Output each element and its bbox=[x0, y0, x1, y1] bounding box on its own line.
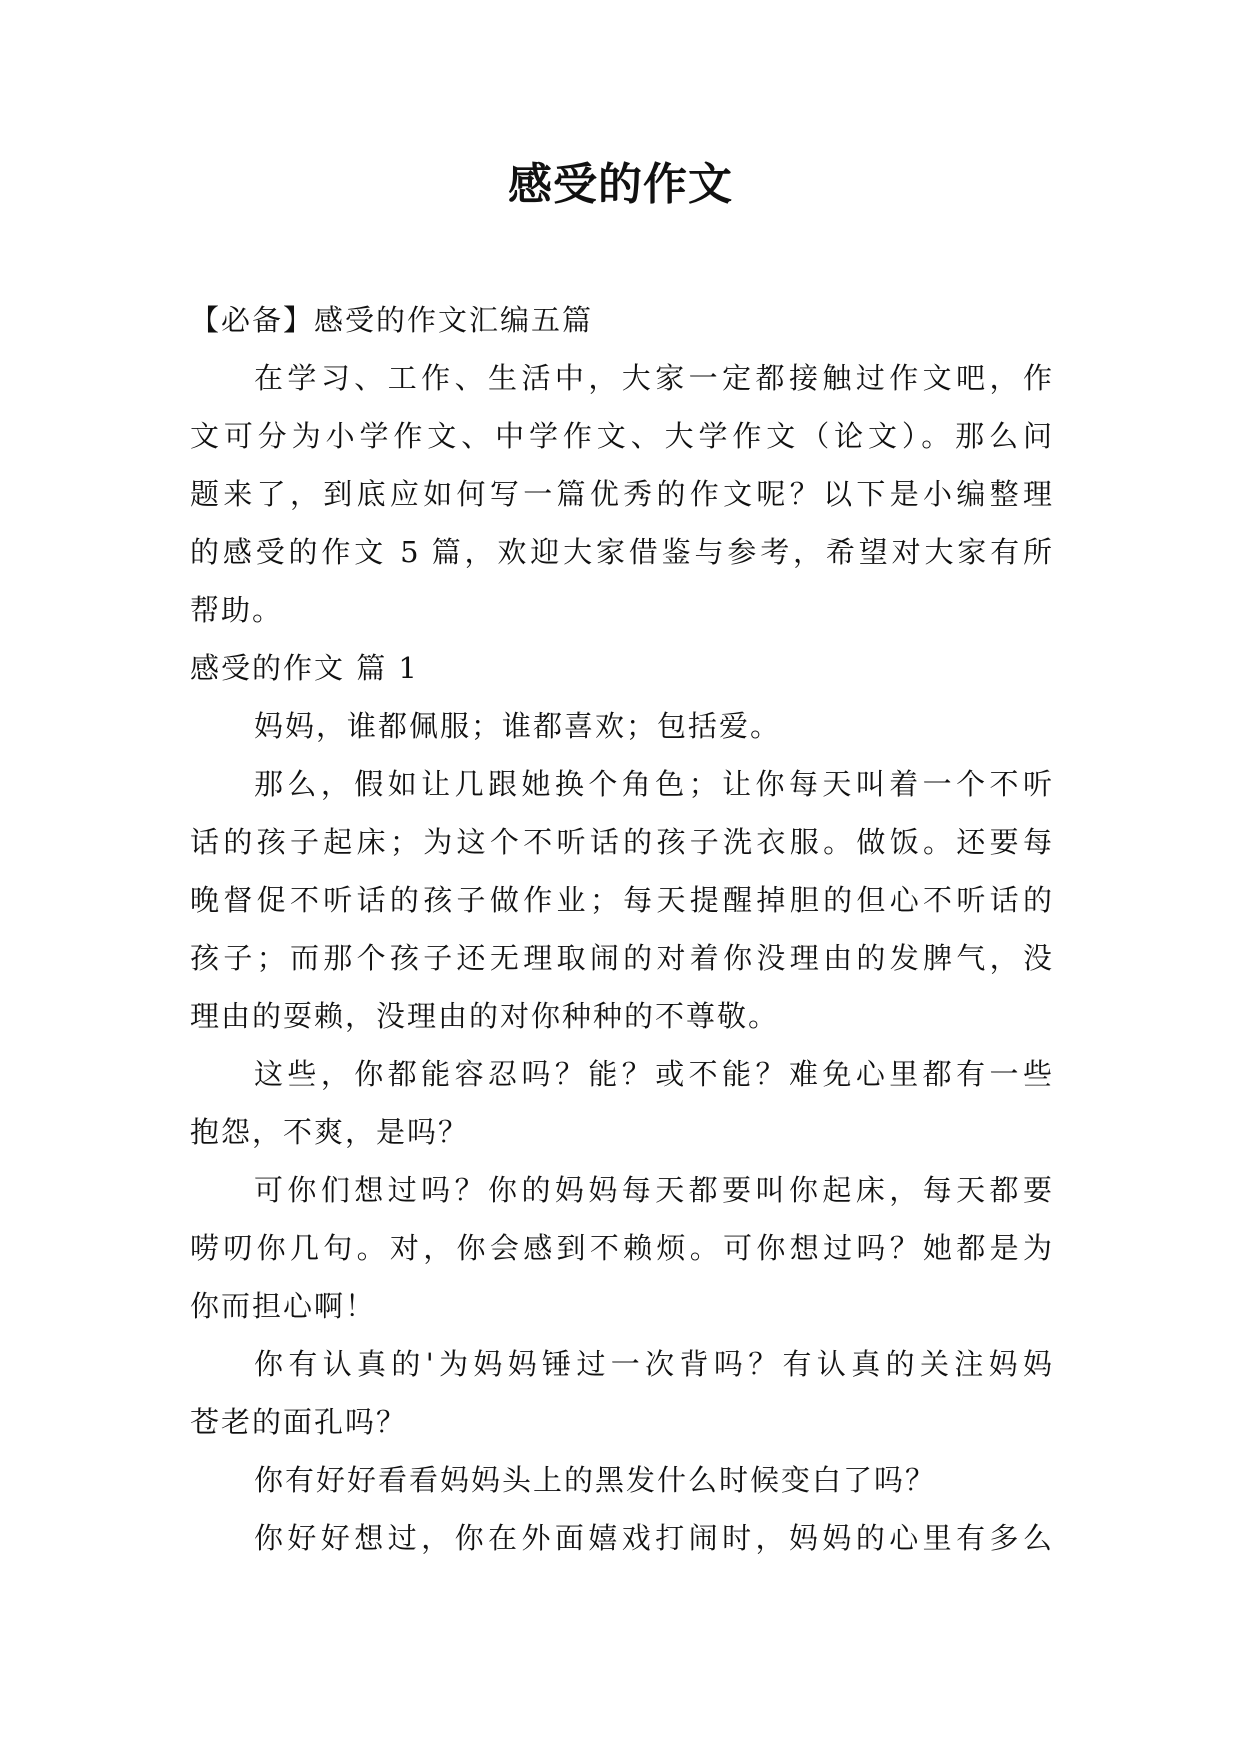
text-line: 【必备】感受的作文汇编五篇 bbox=[190, 303, 594, 337]
text-line: 那么，假如让几跟她换个角色；让你每天叫着一个不听 bbox=[254, 767, 1052, 801]
text-line: 在学习、工作、生活中，大家一定都接触过作文吧，作 bbox=[254, 361, 1052, 395]
text-line: 妈妈，谁都佩服；谁都喜欢；包括爱。 bbox=[254, 709, 782, 743]
text-line: 你有好好看看妈妈头上的黑发什么时候变白了吗？ bbox=[254, 1463, 937, 1497]
text-line: 感受的作文 篇 1 bbox=[190, 651, 419, 685]
text-line: 这些，你都能容忍吗？能？或不能？难免心里都有一些 bbox=[254, 1057, 1052, 1091]
text-line: 你有认真的'为妈妈锤过一次背吗？有认真的关注妈妈 bbox=[254, 1347, 1052, 1381]
text-line: 你好好想过，你在外面嬉戏打闹时，妈妈的心里有多么 bbox=[254, 1521, 1052, 1555]
text-line: 晚督促不听话的孩子做作业；每天提醒掉胆的但心不听话的 bbox=[190, 883, 1052, 917]
text-line: 文可分为小学作文、中学作文、大学作文（论文）。那么问 bbox=[190, 419, 1052, 453]
text-line: 苍老的面孔吗？ bbox=[190, 1405, 408, 1439]
text-line: 话的孩子起床；为这个不听话的孩子洗衣服。做饭。还要每 bbox=[190, 825, 1052, 859]
document-title: 感受的作文 bbox=[508, 159, 733, 210]
text-line: 题来了，到底应如何写一篇优秀的作文呢？以下是小编整理 bbox=[190, 477, 1052, 511]
text-line: 孩子；而那个孩子还无理取闹的对着你没理由的发脾气，没 bbox=[190, 941, 1052, 975]
text-line: 帮助。 bbox=[190, 593, 284, 627]
text-line: 可你们想过吗？你的妈妈每天都要叫你起床，每天都要 bbox=[254, 1173, 1052, 1207]
text-line: 的感受的作文 5 篇，欢迎大家借鉴与参考，希望对大家有所 bbox=[190, 535, 1052, 569]
text-line: 唠叨你几句。对，你会感到不赖烦。可你想过吗？她都是为 bbox=[190, 1231, 1052, 1265]
text-line: 抱怨，不爽，是吗？ bbox=[190, 1115, 470, 1149]
document-body bbox=[190, 291, 1052, 1567]
text-line: 你而担心啊！ bbox=[190, 1289, 377, 1323]
text-line: 理由的耍赖，没理由的对你种种的不尊敬。 bbox=[190, 999, 780, 1033]
